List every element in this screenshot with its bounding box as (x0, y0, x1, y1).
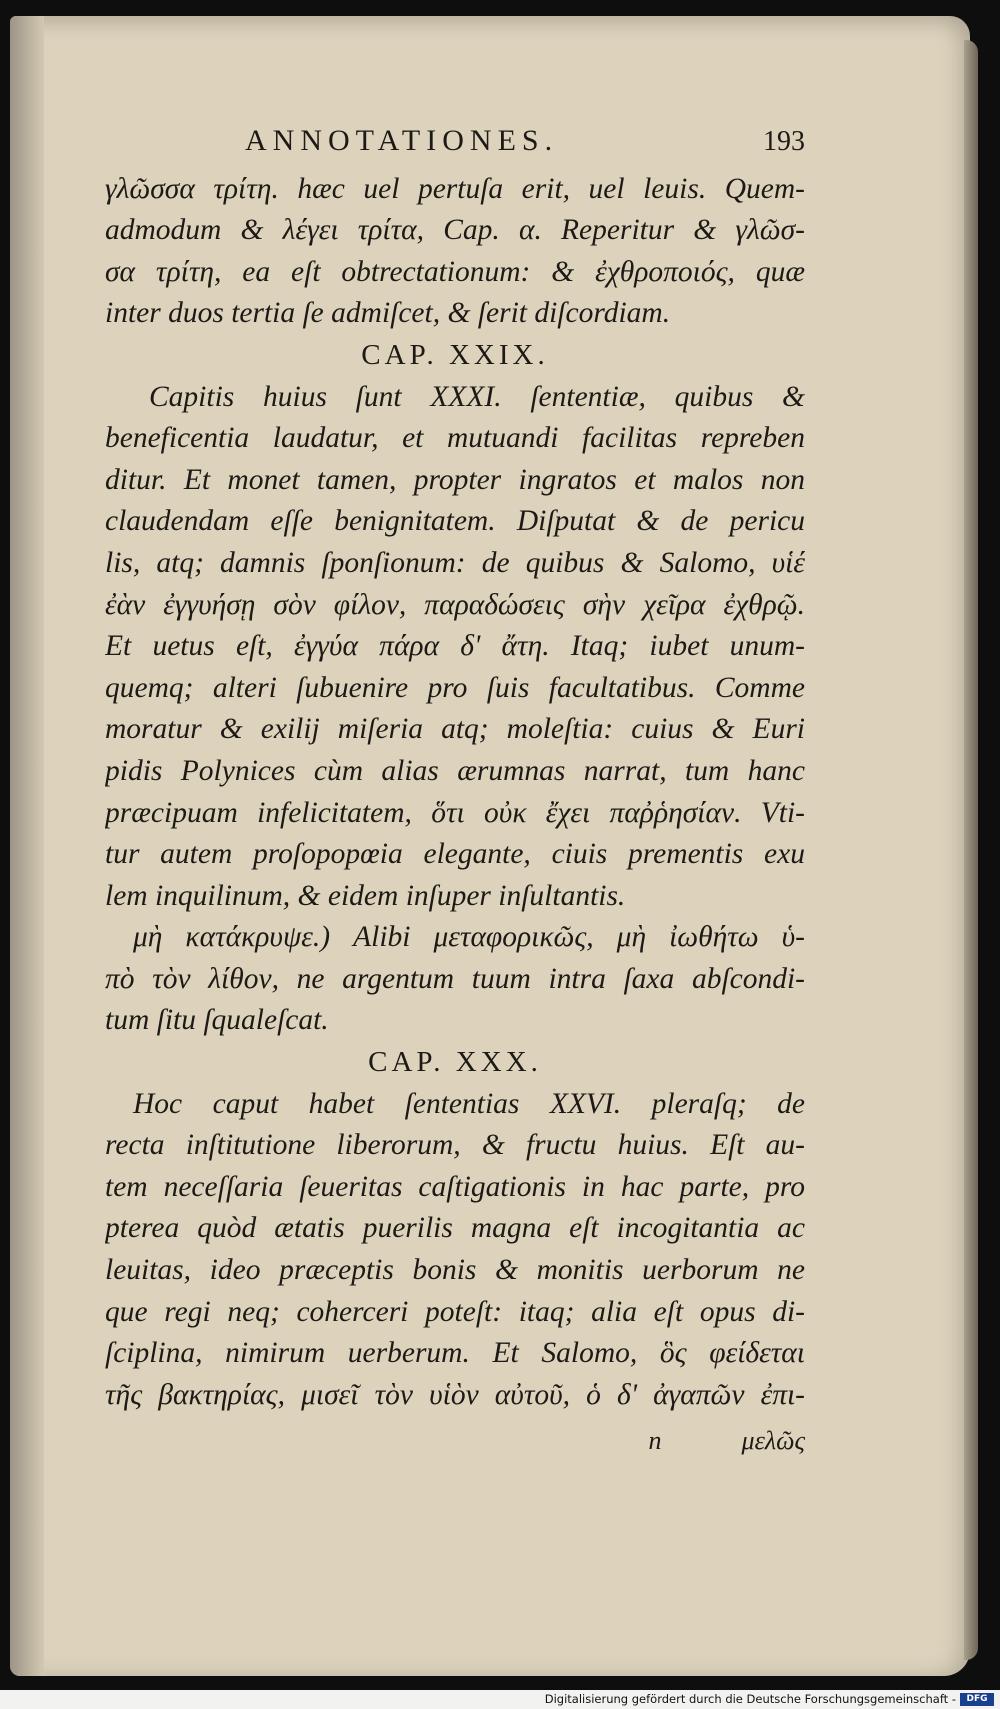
text-line: que regi neq; coherceri poteſt: itaq; alia eſt opus di- (105, 1295, 805, 1328)
dfg-logo: DFG (960, 1693, 994, 1706)
page-edge (964, 40, 978, 1660)
text-line: quemq; alteri ſubuenire pro ſuis facultatibus. Comme (105, 671, 805, 704)
text-line: Et uetus eſt, ἐγγύα πάρα δ' ἄτη. Itaq; iubet unum- (105, 630, 805, 663)
running-head-title: ANNOTATIONES. (245, 124, 559, 157)
page-gutter (10, 16, 44, 1676)
text-line: pidis Polynices cùm alias ærumnas narrat, tum hanc (105, 754, 805, 787)
text-line: γλῶσσα τρίτη. hæc uel pertuſa erit, uel leuis. Quem- (105, 172, 805, 205)
chapter-heading-xxix: CAP. XXIX. (361, 338, 549, 371)
text-line: τῆς βακτηρίας, μισεῖ τὸν υἱὸν αὐτοῦ, ὁ δ' ἀγαπῶν ἐπι- (105, 1378, 805, 1411)
digitization-footer (0, 1690, 1000, 1709)
footer-credit: Digitalisierung gefördert durch die Deutsche Forschungsgemeinschaft - (544, 1692, 956, 1706)
text-line: μὴ κατάκρυψε.) Alibi μεταφορικῶς, μὴ ἰωθήτω ὑ- (133, 921, 805, 954)
text-line: moratur & exilij miſeria atq; moleſtia: cuius & Euri (105, 713, 805, 746)
paragraph-chapter-xxix (105, 377, 805, 918)
text-line: tem neceſſaria ſeueritas caſtigationis in hac parte, pro (105, 1170, 805, 1203)
paragraph-chapter-xxx (105, 1084, 805, 1417)
signature-mark: n (648, 1426, 662, 1456)
text-line: ἐὰν ἐγγυήσῃ σὸν φίλον, παραδώσεις σὴν χεῖρα ἐχθρῷ. (105, 588, 805, 621)
chapter-heading-xxx: CAP. XXX. (368, 1046, 542, 1079)
text-line: σα τρίτη, ea eſt obtrectationum: & ἐχθροποιός, quæ (105, 255, 805, 288)
text-line: ſciplina, nimirum uerberum. Et Salomo, ὃς φείδεται (105, 1337, 805, 1370)
paragraph-note (105, 917, 805, 1042)
signature-catchword-line (105, 1420, 805, 1462)
text-line: præcipuam infelicitatem, ὅτι οὐκ ἔχει παῤῥησίαν. Vti- (105, 796, 805, 829)
text-line: tum ſitu ſqualeſcat. (105, 1004, 329, 1037)
folio-number: 193 (763, 126, 805, 157)
catchword: μελῶς (741, 1426, 805, 1456)
text-line: admodum & λέγει τρίτα, Cap. α. Reperitur & γλῶσ- (105, 214, 805, 247)
text-line: ditur. Et monet tamen, propter ingratos et malos non (105, 463, 805, 496)
paragraph-top (105, 169, 805, 335)
text-line: leuitas, ideo præceptis bonis & monitis uerborum ne (105, 1254, 805, 1287)
text-line: πὸ τὸν λίθον, ne argentum tuum intra ſaxa abſcondi- (105, 962, 805, 995)
running-head (105, 120, 805, 163)
text-line: lis, atq; damnis ſponſionum: de quibus & Salomo, υἱέ (105, 546, 805, 579)
text-line: claudendam eſſe benignitatem. Diſputat & de pericu (105, 505, 805, 538)
text-block (105, 100, 805, 1462)
text-line: pterea quòd ætatis puerilis magna eſt incogitantia ac (105, 1212, 805, 1245)
text-line: Capitis huius ſunt XXXI. ſententiæ, quibus & (149, 380, 805, 413)
text-line: beneficentia laudatur, et mutuandi facilitas repreben (105, 422, 805, 455)
text-line: inter duos tertia ſe admiſcet, & ſerit diſcordiam. (105, 297, 671, 330)
book-page (10, 16, 970, 1676)
text-line: tur autem proſopopœia elegante, ciuis prementis exu (105, 838, 805, 871)
text-line: lem inquilinum, & eidem inſuper inſultantis. (105, 879, 626, 912)
text-line: Hoc caput habet ſententias XXVI. pleraſq; de (133, 1087, 805, 1120)
text-line: recta inſtitutione liberorum, & fructu huius. Eſt au- (105, 1129, 805, 1162)
